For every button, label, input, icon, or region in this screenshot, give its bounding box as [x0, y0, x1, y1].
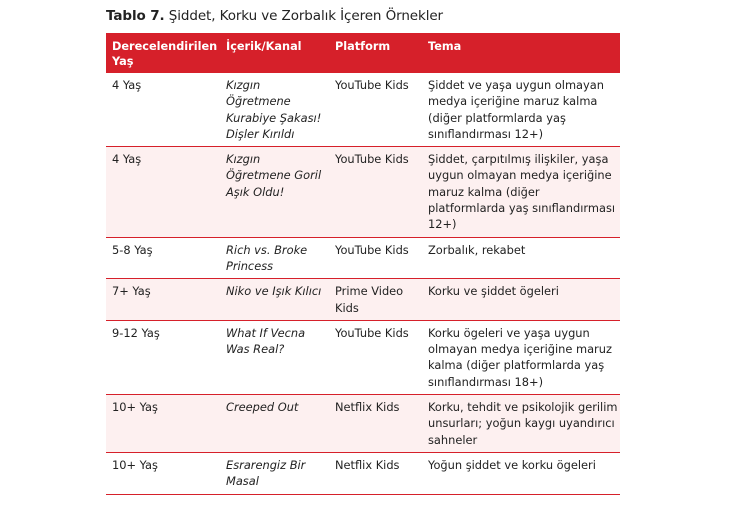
cell-theme: Şiddet, çarpıtılmış ilişkiler, yaşa uygun olmayan medya içeriğine maruz kalma (diğer platformlarda yaş sınıflandırması 12+): [422, 147, 620, 237]
cell-content: Esrarengiz Bir Masal: [220, 452, 329, 494]
cell-content: Rich vs. Broke Princess: [220, 237, 329, 279]
table-row: [106, 237, 620, 279]
cell-theme: Zorbalık, rekabet: [422, 237, 620, 279]
table-row: [106, 395, 620, 453]
cell-theme: Korku ve şiddet ögeleri: [422, 279, 620, 321]
header-age: Derecelendirilen Yaş: [112, 40, 218, 68]
cell-theme: Yoğun şiddet ve korku ögeleri: [422, 452, 620, 494]
cell-platform: YouTube Kids: [329, 237, 422, 279]
table-header: [106, 33, 620, 73]
header-platform: Platform: [335, 40, 391, 53]
table-row: [106, 279, 620, 321]
cell-theme: Korku, tehdit ve psikolojik gerilim unsurları; yoğun kaygı uyandırıcı sahneler: [422, 395, 620, 453]
header-theme: Tema: [428, 40, 462, 53]
cell-age: 9-12 Yaş: [106, 320, 220, 394]
cell-age: 4 Yaş: [106, 147, 220, 237]
table-row: [106, 452, 620, 494]
cell-content: What If Vecna Was Real?: [220, 320, 329, 394]
cell-theme: Korku ögeleri ve yaşa uygun olmayan medya içeriğine maruz kalma (diğer platformlarda yaş sınıflandırması 18+): [422, 320, 620, 394]
content-examples-table: [106, 33, 620, 495]
cell-content: Kızgın Öğretmene Kurabiye Şakası! Dişler Kırıldı: [220, 73, 329, 147]
header-content: İçerik/Kanal: [226, 40, 302, 53]
cell-platform: Netflix Kids: [329, 395, 422, 453]
table-row: [106, 320, 620, 394]
caption-text: Şiddet, Korku ve Zorbalık İçeren Örnekler: [168, 8, 444, 24]
cell-age: 4 Yaş: [106, 73, 220, 147]
cell-age: 10+ Yaş: [106, 452, 220, 494]
cell-age: 5-8 Yaş: [106, 237, 220, 279]
header-row: [106, 33, 620, 73]
table-row: [106, 73, 620, 147]
caption-label: Tablo 7.: [106, 8, 165, 24]
cell-theme: Şiddet ve yaşa uygun olmayan medya içeriğine maruz kalma (diğer platformlarda yaş sınıflandırması 12+): [422, 73, 620, 147]
table-row: [106, 147, 620, 237]
table-caption: [106, 8, 443, 24]
cell-content: Kızgın Öğretmene Goril Aşık Oldu!: [220, 147, 329, 237]
cell-content: Creeped Out: [220, 395, 329, 453]
cell-age: 10+ Yaş: [106, 395, 220, 453]
cell-platform: YouTube Kids: [329, 147, 422, 237]
cell-platform: YouTube Kids: [329, 73, 422, 147]
cell-platform: Prime Video Kids: [329, 279, 422, 321]
cell-platform: Netflix Kids: [329, 452, 422, 494]
table-body: [106, 73, 620, 494]
cell-content: Niko ve Işık Kılıcı: [220, 279, 329, 321]
cell-platform: YouTube Kids: [329, 320, 422, 394]
cell-age: 7+ Yaş: [106, 279, 220, 321]
